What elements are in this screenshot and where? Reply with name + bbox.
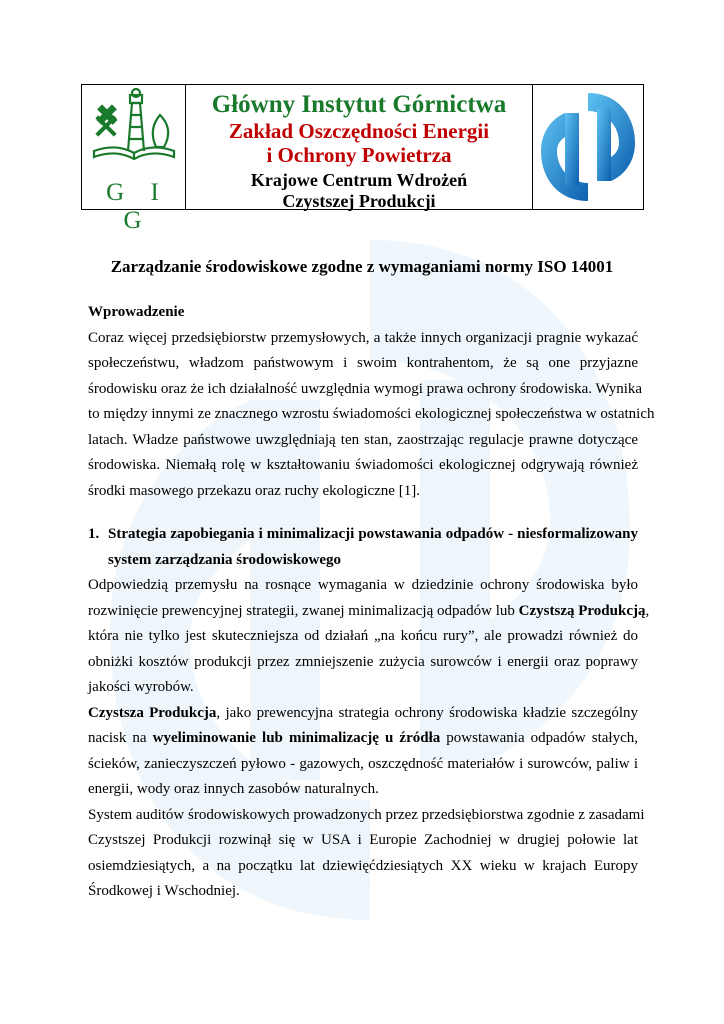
paragraph-line: która nie tylko jest skuteczniejsza od działań „na końcu rury”, ale prowadzi również do <box>88 628 638 644</box>
cp-logo-icon <box>533 85 643 209</box>
department-name-1: Zakład Oszczędności Energii <box>228 119 490 143</box>
paragraph-line: Czystszej Produkcji rozwinął się w USA i Europie Zachodniej w drugiej połowie lat <box>88 832 638 848</box>
gig-logo-text: G I G <box>106 179 169 234</box>
paragraph-line: ścieków, zanieczyszczeń pyłowo - gazowych, oszczędność materiałów i surowców, paliw i <box>88 755 638 772</box>
text-run: rozwinięcie prewencyjnej strategii, zwanej minimalizacją odpadów lub <box>88 602 519 619</box>
department-name-2: i Ochrony Powietrza <box>266 143 452 167</box>
paragraph-line <box>88 701 638 727</box>
intro-line: środki masowego przekazu oraz ruchy ekologiczne [1]. <box>88 482 420 499</box>
intro-line: latach. Władze państwowe uwzględniają ten stan, zaostrzając regulacje prawne dotyczące <box>88 431 638 448</box>
center-name-1: Krajowe Centrum Wdrożeń <box>250 170 468 190</box>
text-run: nacisk na <box>88 730 153 746</box>
intro-line: środowisku oraz że ich działalność uwzględnia wymogi prawa ochrony środowiska. Wynika <box>88 380 643 397</box>
text-run: powstawania odpadów stałych, <box>440 730 638 746</box>
institute-name: Główny Instytut Górnictwa <box>211 91 507 118</box>
bold-term: wyeliminowanie lub minimalizację u źródła <box>152 730 441 746</box>
intro-line: Coraz więcej przedsiębiorstw przemysłowych, a także innych organizacji pragnie wykazać <box>88 329 638 346</box>
intro-heading: Wprowadzenie <box>88 304 185 320</box>
paragraph-line: obniżki kosztów produkcji przez zmniejszenie zużycia surowców i energii oraz poprawy <box>88 653 638 670</box>
institute-name-cell <box>186 85 533 209</box>
paragraph-line: jakości wyrobów. <box>88 679 194 695</box>
gig-logo-icon <box>82 85 186 179</box>
paragraph-line: Odpowiedzią przemysłu na rosnące wymagania w dziedzinie ochrony środowiska było <box>88 577 638 593</box>
paragraph-line <box>88 599 650 625</box>
intro-line: społeczeństwu, władzom państwowym i swoim kontrahentom, że są one przyjazne <box>88 355 638 371</box>
section-1-body <box>88 573 650 905</box>
text-run: , <box>645 602 650 619</box>
text-run: , jako prewencyjna strategia ochrony środowiska kładzie szczególny <box>216 704 639 721</box>
paragraph-line <box>88 726 638 752</box>
section-1-number: 1. <box>88 526 100 542</box>
section-1-title <box>108 522 638 573</box>
gig-logo-cell <box>82 85 186 234</box>
center-name-2: Czystszej Produkcji <box>282 191 436 211</box>
header-table <box>81 84 644 234</box>
paragraph-line: osiemdziesiątych, a na początku lat dziewięćdziesiątych XX wieku w krajach Europy <box>88 857 638 874</box>
section-1-title-line: Strategia zapobiegania i minimalizacji powstawania odpadów - niesformalizowany <box>108 526 638 542</box>
intro-line: to między innymi ze znacznego wzrostu świadomości ekologicznej społeczeństwa w ostatnich <box>88 406 655 422</box>
intro-section <box>88 300 655 504</box>
paragraph-line: Środkowej i Wschodniej. <box>88 883 240 899</box>
paragraph-line: energii, wody oraz innych zasobów naturalnych. <box>88 781 379 797</box>
bold-term: Czystsza Produkcja <box>88 704 217 721</box>
document-title: Zarządzanie środowiskowe zgodne z wymaganiami normy ISO 14001 <box>110 257 614 276</box>
bold-term: Czystszą Produkcją <box>518 602 646 619</box>
paragraph-line: System auditów środowiskowych prowadzonych przez przedsiębiorstwa zgodnie z zasadami <box>88 806 645 823</box>
cp-logo-cell <box>533 85 643 209</box>
section-1-title-line: system zarządzania środowiskowego <box>108 551 342 568</box>
intro-line: środowiska. Niemałą rolę w kształtowaniu świadomości ekologicznej odgrywają również <box>88 457 638 473</box>
